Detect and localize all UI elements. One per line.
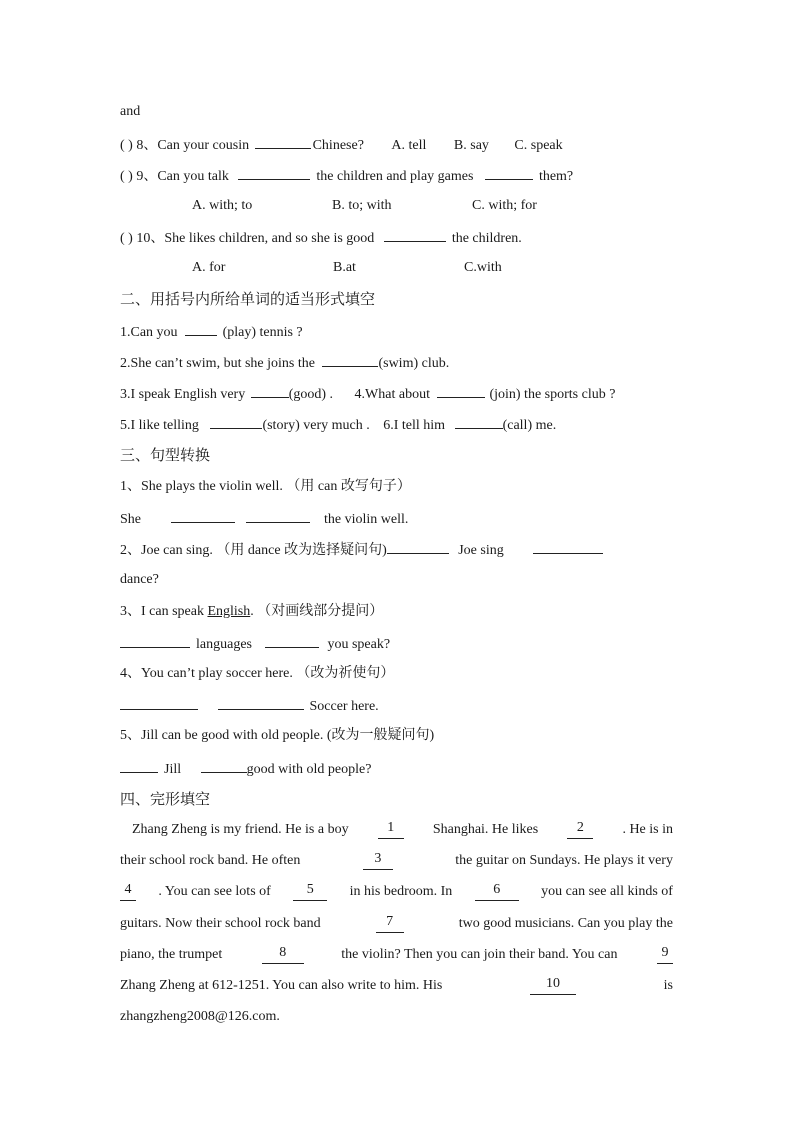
transform-2: 2、Joe can sing. （用 dance 改为选择疑问句) Joe sing <box>120 540 605 560</box>
answer-blank[interactable] <box>384 228 446 242</box>
cloze-line-1: Zhang Zheng is my friend. He is a boy 1 Shanghai. He likes 2 . He is in <box>132 820 673 837</box>
cloze-line-5: piano, the trumpet 8 the violin? Then you can join their band. You can 9 <box>120 946 673 964</box>
answer-blank[interactable] <box>485 166 533 180</box>
answer-blank[interactable] <box>120 634 190 648</box>
transform-2-cont: dance? <box>120 572 159 587</box>
cloze-line-3: 4 . You can see lots of 5 in his bedroom. In 6 you can see all kinds of <box>120 883 673 901</box>
transform-1-answer: She the violin well. <box>120 509 408 529</box>
answer-blank[interactable] <box>455 415 503 429</box>
transform-1: 1、She plays the violin well. （用 can 改写句子） <box>120 479 411 494</box>
answer-blank[interactable] <box>201 759 247 773</box>
answer-blank[interactable] <box>120 759 158 773</box>
question-number: 10、 <box>136 231 165 246</box>
question-number: 9、 <box>136 169 158 184</box>
cloze-blank-2[interactable]: 2 <box>567 821 593 839</box>
transform-3: 3、I can speak English. （对画线部分提问） <box>120 604 384 619</box>
answer-paren: ( ) <box>120 138 133 153</box>
question-text: them? <box>538 169 574 184</box>
transform-4-answer: Soccer here. <box>120 696 379 716</box>
question-text: Chinese? <box>312 138 364 153</box>
cloze-blank-5[interactable]: 5 <box>293 883 327 901</box>
option-b: B.at <box>333 260 356 275</box>
question-8 <box>120 135 563 155</box>
answer-blank[interactable] <box>265 634 319 648</box>
answer-blank[interactable] <box>387 540 449 554</box>
answer-blank[interactable] <box>238 166 310 180</box>
option-c: C.with <box>464 260 502 275</box>
cloze-blank-4[interactable]: 4 <box>120 883 136 901</box>
option-a: A. with; to <box>192 198 253 213</box>
cloze-line-6: Zhang Zheng at 612-1251. You can also write to him. His 10 is <box>120 976 673 993</box>
cloze-blank-6[interactable]: 6 <box>475 883 519 901</box>
option-a: A. for <box>192 260 226 275</box>
section-heading-4: 四、完形填空 <box>120 790 211 808</box>
answer-blank[interactable] <box>437 384 485 398</box>
fill-item-2: 2.She can’t swim, but she joins the (swim) club. <box>120 353 449 373</box>
answer-paren: ( ) <box>120 231 133 246</box>
cloze-blank-1[interactable]: 1 <box>378 821 404 839</box>
line-and: and <box>120 104 141 119</box>
cloze-blank-8[interactable]: 8 <box>262 946 304 964</box>
question-10 <box>120 228 522 248</box>
transform-5: 5、Jill can be good with old people. (改为一般疑问句) <box>120 728 435 743</box>
transform-4: 4、You can’t play soccer here. （改为祈使句） <box>120 666 395 681</box>
cloze-blank-10[interactable]: 10 <box>530 977 576 995</box>
cloze-blank-7[interactable]: 7 <box>376 915 404 933</box>
cloze-line-2: their school rock band. He often 3 the guitar on Sundays. He plays it very <box>120 851 673 868</box>
options-9 <box>192 197 537 215</box>
section-heading-2: 二、用括号内所给单词的适当形式填空 <box>120 290 376 308</box>
answer-blank[interactable] <box>533 540 603 554</box>
section-heading-3: 三、句型转换 <box>120 446 211 464</box>
option-b: B. say <box>453 138 489 153</box>
fill-items-3-4: 3.I speak English very (good) . 4.What about (join) the sports club ? <box>120 384 615 404</box>
cloze-blank-3[interactable]: 3 <box>363 852 393 870</box>
answer-blank[interactable] <box>246 509 310 523</box>
option-b: B. to; with <box>332 198 392 213</box>
question-number: 8、 <box>136 138 158 153</box>
question-text: Can your cousin <box>157 138 250 153</box>
question-9 <box>120 166 573 186</box>
answer-paren: ( ) <box>120 169 133 184</box>
answer-blank[interactable] <box>251 384 289 398</box>
options-10 <box>192 259 502 277</box>
fill-item-1: 1.Can you (play) tennis ? <box>120 322 303 342</box>
answer-blank[interactable] <box>218 696 304 710</box>
option-a: A. tell <box>391 138 427 153</box>
transform-3-answer: languages you speak? <box>120 634 390 654</box>
option-c: C. with; for <box>472 198 537 213</box>
option-c: C. speak <box>514 138 563 153</box>
answer-blank[interactable] <box>255 135 311 149</box>
answer-blank[interactable] <box>210 415 262 429</box>
question-text: the children and play games <box>316 169 474 184</box>
cloze-line-7: zhangzheng2008@126.com. <box>120 1009 280 1024</box>
question-text: the children. <box>451 231 522 246</box>
question-text: Can you talk <box>157 169 229 184</box>
answer-blank[interactable] <box>171 509 235 523</box>
fill-items-5-6: 5.I like telling (story) very much . 6.I tell him (call) me. <box>120 415 556 435</box>
answer-blank[interactable] <box>120 696 198 710</box>
transform-5-answer: Jill good with old people? <box>120 759 371 779</box>
answer-blank[interactable] <box>322 353 378 367</box>
underlined-word: English <box>207 604 251 619</box>
cloze-line-4: guitars. Now their school rock band 7 two good musicians. Can you play the <box>120 914 673 931</box>
question-text: She likes children, and so she is good <box>164 231 375 246</box>
answer-blank[interactable] <box>185 322 217 336</box>
cloze-blank-9[interactable]: 9 <box>657 946 673 964</box>
